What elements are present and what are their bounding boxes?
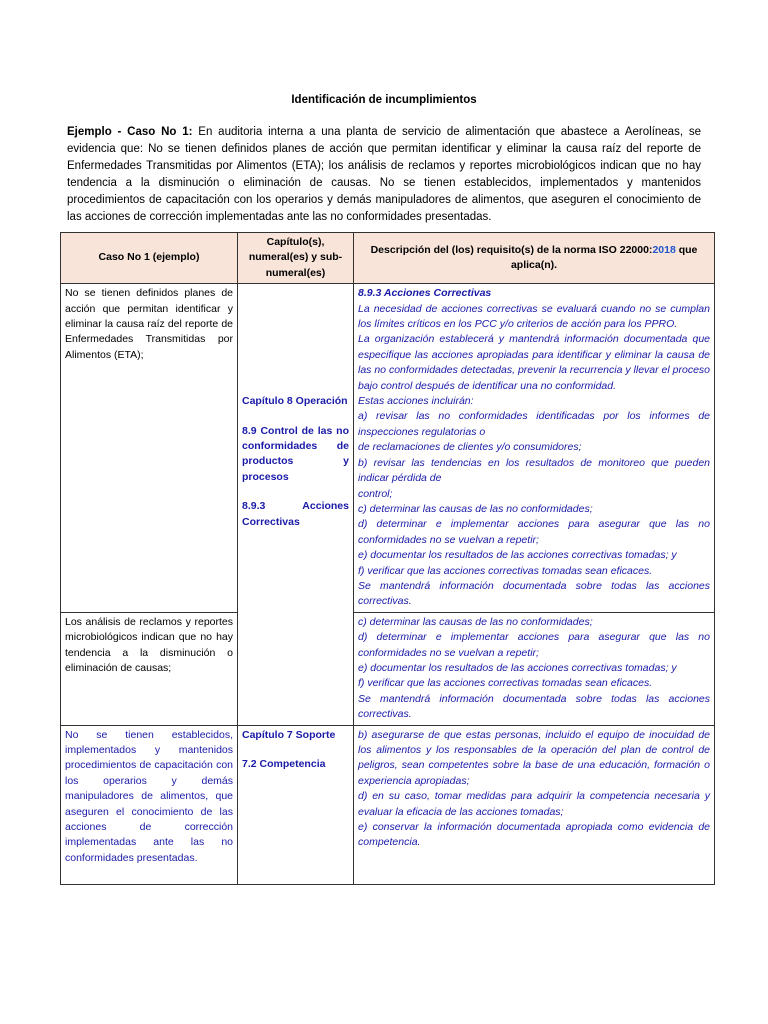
case-cell-1: No se tienen definidos planes de acción que permitan identificar y eliminar la causa raíz del reporte de Enfermedades Transmitidas por Alimentos (ETA); xyxy=(61,284,238,613)
intro-label: Ejemplo - Caso No 1: xyxy=(67,126,193,138)
requirements-list xyxy=(358,728,710,851)
table-header-row xyxy=(61,233,715,284)
requirements-list xyxy=(358,302,710,610)
requirement-line: e) documentar los resultados de las acciones correctivas tomadas; y xyxy=(358,549,677,562)
chapter-label: 8.9 Control de las no conformidades de productos y procesos xyxy=(242,424,349,483)
chapter-label: 7.2 Competencia xyxy=(242,758,326,770)
header-description xyxy=(354,233,715,284)
requirement-line: de reclamaciones de clientes y/o consumidores; xyxy=(358,441,582,454)
table-row xyxy=(61,612,715,725)
chapter-label: Capítulo 7 Soporte xyxy=(242,728,336,741)
requirement-line: a) revisar las no conformidades identificadas por los informes de inspecciones regulatorias o xyxy=(358,410,710,438)
requirement-line: Estas acciones incluirán: xyxy=(358,395,474,408)
chapter-label: 8.9.3 Acciones Correctivas xyxy=(242,500,349,528)
header-chapters: Capítulo(s), numeral(es) y sub-numeral(es) xyxy=(238,233,354,284)
case-cell-3: No se tienen establecidos, implementados y mantenidos procedimientos de capacitación con los operarios y demás manipuladores de alimentos, que aseguren el conocimiento de las acciones de corrección implementadas ante las no conformidades presentadas. xyxy=(61,725,238,884)
chapters-cell-1 xyxy=(238,284,354,725)
requirements-table xyxy=(60,232,715,885)
requirements-cell-3 xyxy=(354,725,715,884)
requirement-line: La necesidad de acciones correctivas se evaluará cuando no se cumplan los límites críticos en los PCC y/o criterios de acción para los PPRO. xyxy=(358,302,710,331)
header-year: 2018 xyxy=(652,243,676,256)
intro-paragraph xyxy=(67,124,701,226)
header-description-prefix: Descripción del (los) requisito(s) de la norma ISO 22000: xyxy=(370,243,653,256)
requirement-line: f) verificar que las acciones correctivas tomadas sean eficaces. xyxy=(358,564,653,577)
case-cell-2: Los análisis de reclamos y reportes microbiológicos indican que no hay tendencia a la disminución o eliminación de causas; xyxy=(61,612,238,725)
requirement-line: e) conservar la información documentada apropiada como evidencia de competencia. xyxy=(358,821,710,849)
requirements-cell-2 xyxy=(354,612,715,725)
requirements-list xyxy=(358,615,710,723)
requirement-heading: 8.9.3 Acciones Correctivas xyxy=(358,287,492,300)
requirement-line: d) en su caso, tomar medidas para adquirir la competencia necesaria y evaluar la eficacia de las acciones tomadas; xyxy=(358,790,710,818)
requirement-line: control; xyxy=(358,487,393,500)
requirement-line: Se mantendrá información documentada sobre todas las acciones correctivas. xyxy=(358,692,710,721)
requirement-line: c) determinar las causas de las no conformidades; xyxy=(358,615,593,628)
requirement-line: d) determinar e implementar acciones para asegurar que las no conformidades no se vuelvan a repetir; xyxy=(358,631,710,659)
requirement-line: d) determinar e implementar acciones para asegurar que las no conformidades no se vuelvan a repetir; xyxy=(358,518,710,546)
requirement-line: b) asegurarse de que estas personas, incluido el equipo de inocuidad de los alimentos y los responsables de la operación del plan de control de peligros, sean competentes sobre la base de una educación, formación o experiencia apropiadas; xyxy=(358,728,710,787)
requirement-line: f) verificar que las acciones correctivas tomadas sean eficaces. xyxy=(358,677,653,690)
requirements-cell-1 xyxy=(354,284,715,613)
requirement-line: b) revisar las tendencias en los resultados de monitoreo que pueden indicar pérdida de xyxy=(358,456,710,485)
requirement-line: Se mantendrá información documentada sobre todas las acciones correctivas. xyxy=(358,579,710,608)
requirement-line: c) determinar las causas de las no conformidades; xyxy=(358,502,593,515)
header-description-suffix: que aplica(n). xyxy=(510,243,698,272)
chapter-label: Capítulo 8 Operación xyxy=(242,395,348,408)
requirement-line: La organización establecerá y mantendrá información documentada que especifique las acciones apropiadas para identificar y eliminar la causa de las no conformidades detectadas, prevenir la recurrencia y llevar el proceso bajo control después de identificar una no conformidad. xyxy=(358,333,710,392)
chapters-cell-3 xyxy=(238,725,354,884)
document-title: Identificación de incumplimientos xyxy=(291,94,477,106)
intro-text: En auditoria interna a una planta de servicio de alimentación que abastece a Aerolíneas, se evidencia que: No se tienen definidos planes de acción que permitan identificar y eliminar la causa raíz del reporte de Enfermedades Transmitidas por Alimentos (ETA); los análisis de reclamos y reportes microbiológicos indican que no hay tendencia a la disminución o eliminación de causas. No se tienen establecidos, implementados y mantenidos procedimientos de capacitación con los operarios y demás manipuladores de alimentos, que aseguren el conocimiento de las acciones de corrección implementadas ante las no conformidades presentadas. xyxy=(67,126,701,223)
table-row xyxy=(61,725,715,884)
header-case: Caso No 1 (ejemplo) xyxy=(61,233,238,284)
table-row xyxy=(61,284,715,613)
requirement-line: e) documentar los resultados de las acciones correctivas tomadas; y xyxy=(358,661,677,674)
